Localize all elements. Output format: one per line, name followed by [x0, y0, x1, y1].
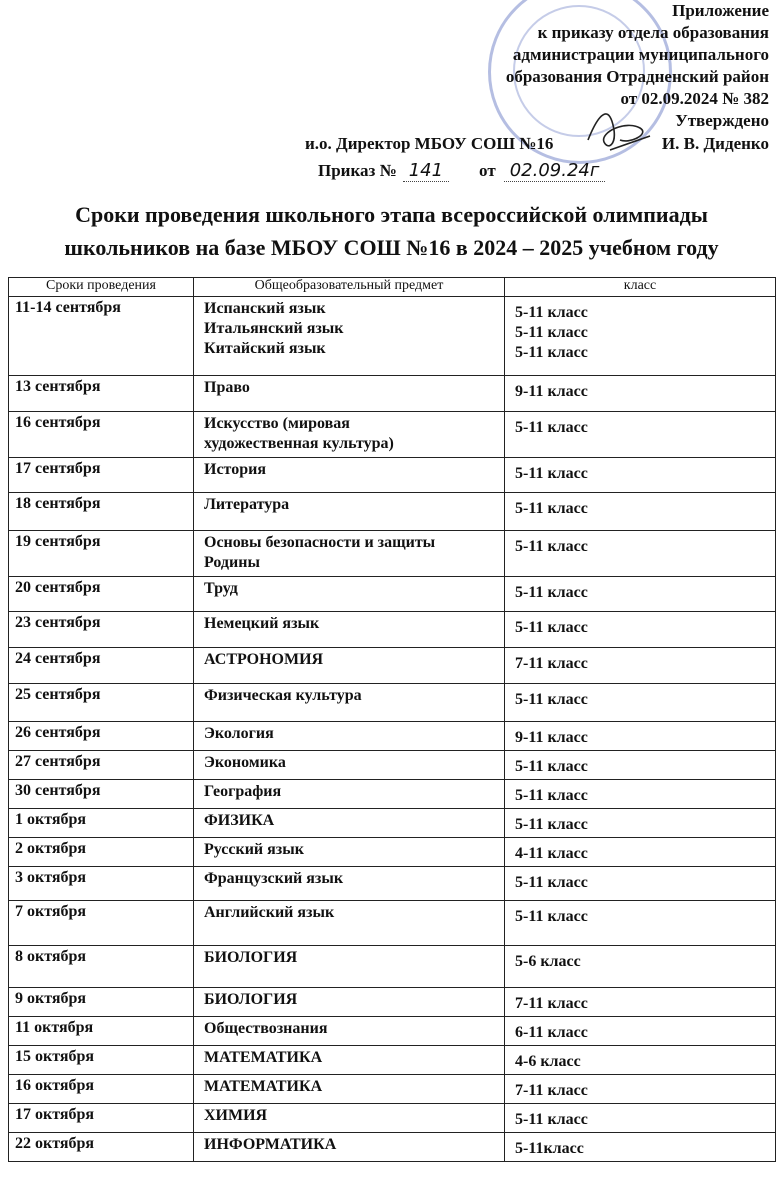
date-cell: 24 сентября	[9, 648, 194, 684]
grade-cell	[505, 648, 776, 684]
order-number: 141	[403, 160, 449, 182]
date-cell: 25 сентября	[9, 684, 194, 722]
appendix-line: Приложение	[672, 1, 769, 20]
subject-cell	[194, 648, 505, 684]
subject-name: Испанский язык	[204, 300, 326, 317]
grade-cell	[505, 988, 776, 1017]
table-row	[9, 684, 776, 722]
subject-name: Русский язык	[204, 841, 304, 858]
table-row	[9, 612, 776, 648]
subject-cell	[194, 901, 505, 946]
grade-value: 5-11 класс	[515, 344, 588, 361]
grade-value: 5-11 класс	[515, 465, 588, 482]
date-cell: 16 октября	[9, 1075, 194, 1104]
table-row	[9, 297, 776, 376]
subject-name: Физическая культура	[204, 687, 362, 704]
date-cell: 8 октября	[9, 946, 194, 988]
date-cell: 16 сентября	[9, 412, 194, 458]
table-row	[9, 988, 776, 1017]
grade-value: 5-11 класс	[515, 908, 588, 925]
grade-cell	[505, 751, 776, 780]
date-cell: 15 октября	[9, 1046, 194, 1075]
table-row	[9, 376, 776, 412]
grade-value: 5-6 класс	[515, 953, 581, 970]
date-cell: 17 октября	[9, 1104, 194, 1133]
subject-name: Литература	[204, 496, 290, 513]
subject-cell	[194, 722, 505, 751]
grade-cell	[505, 612, 776, 648]
subject-cell	[194, 988, 505, 1017]
date-cell: 11-14 сентября	[9, 297, 194, 376]
order-from-label: от	[479, 161, 496, 180]
subject-name: ИНФОРМАТИКА	[204, 1136, 337, 1153]
grade-cell	[505, 493, 776, 531]
grade-cell	[505, 376, 776, 412]
subject-name: Труд	[204, 580, 238, 597]
subject-cell	[194, 612, 505, 648]
table-body	[9, 297, 776, 1162]
table-row	[9, 780, 776, 809]
subject-cell	[194, 1104, 505, 1133]
subject-name: БИОЛОГИЯ	[204, 949, 298, 966]
subject-cell	[194, 1075, 505, 1104]
subject-cell	[194, 751, 505, 780]
grade-cell	[505, 684, 776, 722]
grade-cell	[505, 458, 776, 493]
order-date: 02.09.24г	[504, 160, 606, 182]
director-label: и.о. Директор МБОУ СОШ №16	[305, 134, 554, 153]
signature-mark	[580, 100, 660, 160]
subject-name: Родины	[204, 554, 260, 571]
table-row	[9, 751, 776, 780]
table-row	[9, 493, 776, 531]
table-row	[9, 531, 776, 577]
subject-name: История	[204, 461, 266, 478]
grade-cell	[505, 297, 776, 376]
subject-cell	[194, 1133, 505, 1162]
order-line	[318, 160, 605, 181]
date-cell: 19 сентября	[9, 531, 194, 577]
date-cell: 20 сентября	[9, 577, 194, 612]
subject-cell	[194, 1046, 505, 1075]
date-cell: 11 октября	[9, 1017, 194, 1046]
grade-cell	[505, 780, 776, 809]
grade-value: 7-11 класс	[515, 1082, 588, 1099]
subject-name: МАТЕМАТИКА	[204, 1049, 323, 1066]
grade-value: 5-11класс	[515, 1140, 584, 1157]
table-row	[9, 1104, 776, 1133]
subject-name: ФИЗИКА	[204, 812, 275, 829]
table-row	[9, 458, 776, 493]
subject-cell	[194, 867, 505, 901]
grade-value: 5-11 класс	[515, 324, 588, 341]
grade-value: 5-11 класс	[515, 500, 588, 517]
table-row	[9, 809, 776, 838]
date-cell: 13 сентября	[9, 376, 194, 412]
title-line: Сроки проведения школьного этапа всероссийской олимпиады	[75, 202, 708, 227]
subject-cell	[194, 577, 505, 612]
table-row	[9, 412, 776, 458]
subject-name: Экономика	[204, 754, 286, 771]
table-row	[9, 1133, 776, 1162]
date-cell: 26 сентября	[9, 722, 194, 751]
subject-name: Основы безопасности и защиты	[204, 534, 436, 551]
grade-value: 6-11 класс	[515, 1024, 588, 1041]
subject-name: Право	[204, 379, 250, 396]
grade-cell	[505, 1017, 776, 1046]
grade-value: 9-11 класс	[515, 383, 588, 400]
column-header-dates: Сроки проведения	[9, 278, 194, 297]
subject-name: Экология	[204, 725, 274, 742]
subject-cell	[194, 531, 505, 577]
subject-name: Английский язык	[204, 904, 335, 921]
date-cell: 23 сентября	[9, 612, 194, 648]
date-cell: 2 октября	[9, 838, 194, 867]
grade-cell	[505, 412, 776, 458]
subject-cell	[194, 412, 505, 458]
subject-cell	[194, 458, 505, 493]
grade-cell	[505, 577, 776, 612]
grade-cell	[505, 838, 776, 867]
grade-value: 7-11 класс	[515, 995, 588, 1012]
table-row	[9, 1017, 776, 1046]
grade-cell	[505, 1075, 776, 1104]
table-row	[9, 577, 776, 612]
table-row	[9, 1075, 776, 1104]
appendix-line: к приказу отдела образования	[537, 23, 769, 42]
subject-cell	[194, 297, 505, 376]
grade-value: 5-11 класс	[515, 619, 588, 636]
table-row	[9, 901, 776, 946]
document-title	[0, 198, 783, 264]
appendix-line: администрации муниципального	[512, 45, 769, 64]
date-cell: 17 сентября	[9, 458, 194, 493]
subject-cell	[194, 684, 505, 722]
subject-name: Искусство (мировая	[204, 415, 350, 432]
subject-cell	[194, 1017, 505, 1046]
date-cell: 27 сентября	[9, 751, 194, 780]
column-header-subject: Общеобразовательный предмет	[194, 278, 505, 297]
grade-cell	[505, 867, 776, 901]
appendix-line: от 02.09.2024 № 382	[620, 89, 769, 108]
grade-cell	[505, 722, 776, 751]
date-cell: 7 октября	[9, 901, 194, 946]
appendix-line: образования Отрадненский район	[505, 67, 769, 86]
date-cell: 22 октября	[9, 1133, 194, 1162]
grade-cell	[505, 809, 776, 838]
subject-name: Французский язык	[204, 870, 344, 887]
grade-value: 5-11 класс	[515, 304, 588, 321]
grade-value: 5-11 класс	[515, 538, 588, 555]
grade-cell	[505, 1133, 776, 1162]
date-cell: 30 сентября	[9, 780, 194, 809]
table-row	[9, 1046, 776, 1075]
approval-block	[249, 0, 769, 132]
column-header-grade: класс	[505, 278, 776, 297]
subject-cell	[194, 780, 505, 809]
subject-name: МАТЕМАТИКА	[204, 1078, 323, 1095]
grade-value: 5-11 класс	[515, 691, 588, 708]
grade-cell	[505, 531, 776, 577]
grade-cell	[505, 901, 776, 946]
grade-value: 5-11 класс	[515, 758, 588, 775]
date-cell: 9 октября	[9, 988, 194, 1017]
subject-name: Китайский язык	[204, 340, 326, 357]
grade-cell	[505, 1046, 776, 1075]
table-row	[9, 648, 776, 684]
grade-value: 5-11 класс	[515, 874, 588, 891]
order-label: Приказ №	[318, 161, 397, 180]
date-cell: 3 октября	[9, 867, 194, 901]
title-line: школьников на базе МБОУ СОШ №16 в 2024 – 2025 учебном году	[64, 235, 719, 260]
subject-name: АСТРОНОМИЯ	[204, 651, 324, 668]
subject-cell	[194, 493, 505, 531]
subject-name: Итальянский язык	[204, 320, 344, 337]
table-row	[9, 867, 776, 901]
subject-name: География	[204, 783, 282, 800]
grade-value: 5-11 класс	[515, 787, 588, 804]
grade-value: 5-11 класс	[515, 584, 588, 601]
table-row	[9, 946, 776, 988]
subject-cell	[194, 946, 505, 988]
table-row	[9, 838, 776, 867]
grade-value: 4-6 класс	[515, 1053, 581, 1070]
grade-value: 9-11 класс	[515, 729, 588, 746]
subject-name: БИОЛОГИЯ	[204, 991, 298, 1008]
grade-cell	[505, 946, 776, 988]
approved-label: Утверждено	[675, 111, 769, 130]
schedule-table	[8, 277, 776, 1162]
grade-value: 5-11 класс	[515, 1111, 588, 1128]
date-cell: 18 сентября	[9, 493, 194, 531]
grade-value: 5-11 класс	[515, 816, 588, 833]
grade-value: 4-11 класс	[515, 845, 588, 862]
grade-value: 5-11 класс	[515, 419, 588, 436]
subject-name: Немецкий язык	[204, 615, 320, 632]
table-header-row	[9, 278, 776, 297]
grade-value: 7-11 класс	[515, 655, 588, 672]
grade-cell	[505, 1104, 776, 1133]
subject-name: Обществознания	[204, 1020, 328, 1037]
director-name: И. В. Диденко	[661, 134, 769, 153]
date-cell: 1 октября	[9, 809, 194, 838]
subject-name: ХИМИЯ	[204, 1107, 268, 1124]
subject-cell	[194, 376, 505, 412]
table-row	[9, 722, 776, 751]
subject-cell	[194, 838, 505, 867]
subject-cell	[194, 809, 505, 838]
subject-name: художественная культура)	[204, 435, 394, 452]
